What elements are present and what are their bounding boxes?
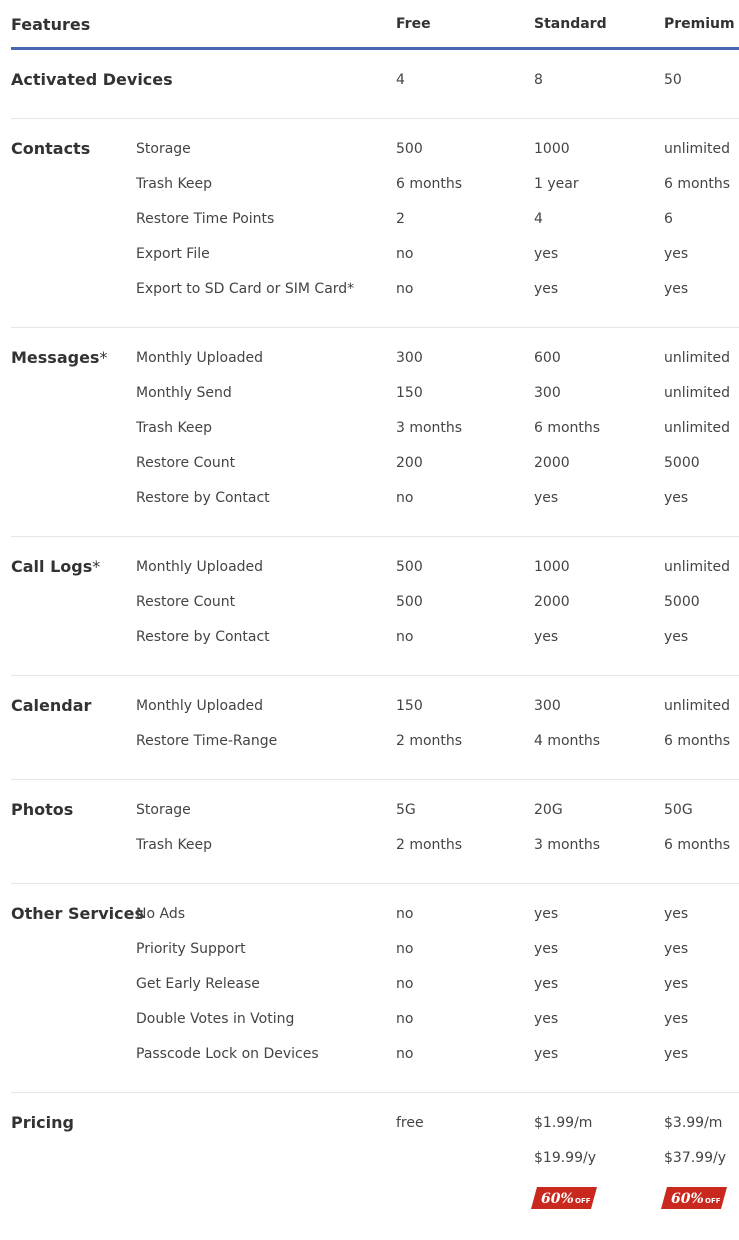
- discount-badge-standard[interactable]: [531, 1186, 597, 1210]
- table-row: [11, 246, 739, 281]
- premium-value: yes: [664, 629, 689, 645]
- premium-value: yes: [664, 906, 689, 922]
- feature-name: Trash Keep: [136, 176, 213, 192]
- free-value: 500: [396, 141, 423, 157]
- premium-value: unlimited: [664, 559, 731, 575]
- standard-value: 4 months: [534, 733, 601, 749]
- free-value: no: [396, 246, 414, 262]
- table-header: [11, 0, 739, 50]
- header-standard: Standard: [534, 16, 607, 32]
- free-value: 150: [396, 698, 423, 714]
- table-row: [11, 141, 739, 176]
- feature-name: Storage: [136, 802, 191, 818]
- table-row: [11, 72, 739, 107]
- group-label: Pricing: [11, 1113, 74, 1132]
- feature-group: [11, 50, 739, 119]
- free-value: 5G: [396, 802, 416, 818]
- premium-value: unlimited: [664, 385, 731, 401]
- header-premium: Premium: [664, 16, 735, 32]
- pricing-row-monthly: [11, 1115, 739, 1150]
- discount-off-text: OFF: [575, 1197, 591, 1205]
- feature-name: Priority Support: [136, 941, 246, 957]
- table-row: [11, 455, 739, 490]
- feature-name: Restore Time-Range: [136, 733, 278, 749]
- table-row: [11, 350, 739, 385]
- free-value: 2 months: [396, 733, 463, 749]
- free-value: no: [396, 629, 414, 645]
- group-label-text: Other Services: [11, 904, 144, 923]
- group-label-text: Messages: [11, 348, 100, 367]
- feature-name: Trash Keep: [136, 420, 213, 436]
- table-row: [11, 733, 739, 768]
- free-value: 150: [396, 385, 423, 401]
- feature-name: Restore Count: [136, 455, 236, 471]
- group-label-text: Activated Devices: [11, 70, 173, 89]
- premium-value: yes: [664, 246, 689, 262]
- feature-comparison-table: [11, 0, 739, 1231]
- header-free: Free: [396, 16, 431, 32]
- free-value: 500: [396, 559, 423, 575]
- free-value: no: [396, 1011, 414, 1027]
- standard-value: 6 months: [534, 420, 601, 436]
- standard-value: yes: [534, 281, 559, 297]
- feature-name: Monthly Uploaded: [136, 698, 264, 714]
- feature-name: Trash Keep: [136, 837, 213, 853]
- standard-value: yes: [534, 906, 559, 922]
- standard-value: yes: [534, 1011, 559, 1027]
- table-row: [11, 1046, 739, 1081]
- feature-group: [11, 676, 739, 780]
- premium-value: yes: [664, 941, 689, 957]
- standard-value: 4: [534, 211, 543, 227]
- price-free: free: [396, 1115, 424, 1131]
- table-row: [11, 385, 739, 420]
- price-premium-yearly: $37.99/y: [664, 1150, 726, 1166]
- price-standard-yearly: $19.99/y: [534, 1150, 596, 1166]
- standard-value: 20G: [534, 802, 563, 818]
- group-label-text: Calendar: [11, 696, 92, 715]
- standard-value: yes: [534, 490, 559, 506]
- table-row: [11, 837, 739, 872]
- feature-name: Get Early Release: [136, 976, 260, 992]
- premium-value: yes: [664, 281, 689, 297]
- free-value: 300: [396, 350, 423, 366]
- feature-name: Restore Count: [136, 594, 236, 610]
- group-pricing: [11, 1093, 739, 1231]
- pricing-row-yearly: [11, 1150, 739, 1185]
- feature-group: [11, 328, 739, 537]
- group-label-text: Call Logs: [11, 557, 93, 576]
- feature-name: Passcode Lock on Devices: [136, 1046, 319, 1062]
- feature-group: [11, 537, 739, 676]
- premium-value: 50G: [664, 802, 693, 818]
- premium-value: 50: [664, 72, 682, 88]
- free-value: no: [396, 490, 414, 506]
- premium-value: unlimited: [664, 350, 731, 366]
- free-value: 2: [396, 211, 405, 227]
- table-row: [11, 420, 739, 455]
- table-row: [11, 559, 739, 594]
- free-value: 6 months: [396, 176, 463, 192]
- standard-value: 8: [534, 72, 543, 88]
- standard-value: yes: [534, 976, 559, 992]
- discount-off-text: OFF: [705, 1197, 721, 1205]
- price-standard-monthly: $1.99/m: [534, 1115, 593, 1131]
- feature-name: Restore by Contact: [136, 490, 270, 506]
- price-premium-monthly: $3.99/m: [664, 1115, 723, 1131]
- standard-value: 1000: [534, 141, 570, 157]
- standard-value: 2000: [534, 594, 570, 610]
- standard-value: 1000: [534, 559, 570, 575]
- standard-value: yes: [534, 246, 559, 262]
- table-row: [11, 906, 739, 941]
- standard-value: yes: [534, 1046, 559, 1062]
- free-value: 3 months: [396, 420, 463, 436]
- table-row: [11, 976, 739, 1011]
- table-row: [11, 698, 739, 733]
- feature-groups: [11, 50, 739, 1093]
- free-value: no: [396, 1046, 414, 1062]
- premium-value: yes: [664, 976, 689, 992]
- premium-value: yes: [664, 490, 689, 506]
- table-row: [11, 1011, 739, 1046]
- premium-value: unlimited: [664, 698, 731, 714]
- free-value: no: [396, 281, 414, 297]
- table-row: [11, 176, 739, 211]
- feature-name: Restore by Contact: [136, 629, 270, 645]
- standard-value: 1 year: [534, 176, 579, 192]
- free-value: no: [396, 906, 414, 922]
- feature-group: [11, 119, 739, 328]
- standard-value: 300: [534, 385, 561, 401]
- header-features: Features: [11, 15, 91, 34]
- group-label-text: Contacts: [11, 139, 91, 158]
- standard-value: 3 months: [534, 837, 601, 853]
- free-value: 200: [396, 455, 423, 471]
- feature-name: Storage: [136, 141, 191, 157]
- free-value: no: [396, 976, 414, 992]
- group-label-text: Photos: [11, 800, 74, 819]
- feature-name: Double Votes in Voting: [136, 1011, 295, 1027]
- pricing-row-discount: [11, 1185, 739, 1220]
- table-row: [11, 941, 739, 976]
- footnote-star: *: [92, 557, 101, 576]
- feature-name: Monthly Uploaded: [136, 350, 264, 366]
- standard-value: yes: [534, 629, 559, 645]
- premium-value: 6: [664, 211, 673, 227]
- table-row: [11, 629, 739, 664]
- premium-value: 6 months: [664, 176, 731, 192]
- feature-name: No Ads: [136, 906, 185, 922]
- feature-name: Export File: [136, 246, 210, 262]
- premium-value: yes: [664, 1011, 689, 1027]
- standard-value: 600: [534, 350, 561, 366]
- standard-value: 300: [534, 698, 561, 714]
- premium-value: 6 months: [664, 733, 731, 749]
- free-value: 4: [396, 72, 405, 88]
- premium-value: unlimited: [664, 141, 731, 157]
- premium-value: 5000: [664, 594, 700, 610]
- table-row: [11, 490, 739, 525]
- table-row: [11, 594, 739, 629]
- feature-group: [11, 780, 739, 884]
- table-row: [11, 281, 739, 316]
- feature-group: [11, 884, 739, 1093]
- premium-value: yes: [664, 1046, 689, 1062]
- standard-value: yes: [534, 941, 559, 957]
- discount-percent-text: 60%: [541, 1191, 574, 1207]
- feature-name: Monthly Send: [136, 385, 232, 401]
- table-row: [11, 211, 739, 246]
- premium-value: 5000: [664, 455, 700, 471]
- table-row: [11, 802, 739, 837]
- footnote-star: *: [99, 348, 108, 367]
- free-value: 500: [396, 594, 423, 610]
- premium-value: unlimited: [664, 420, 731, 436]
- feature-name: Export to SD Card or SIM Card*: [136, 281, 355, 297]
- standard-value: 2000: [534, 455, 570, 471]
- free-value: no: [396, 941, 414, 957]
- feature-name: Restore Time Points: [136, 211, 275, 227]
- feature-name: Monthly Uploaded: [136, 559, 264, 575]
- discount-badge-premium[interactable]: [661, 1186, 727, 1210]
- premium-value: 6 months: [664, 837, 731, 853]
- discount-percent-text: 60%: [671, 1191, 704, 1207]
- free-value: 2 months: [396, 837, 463, 853]
